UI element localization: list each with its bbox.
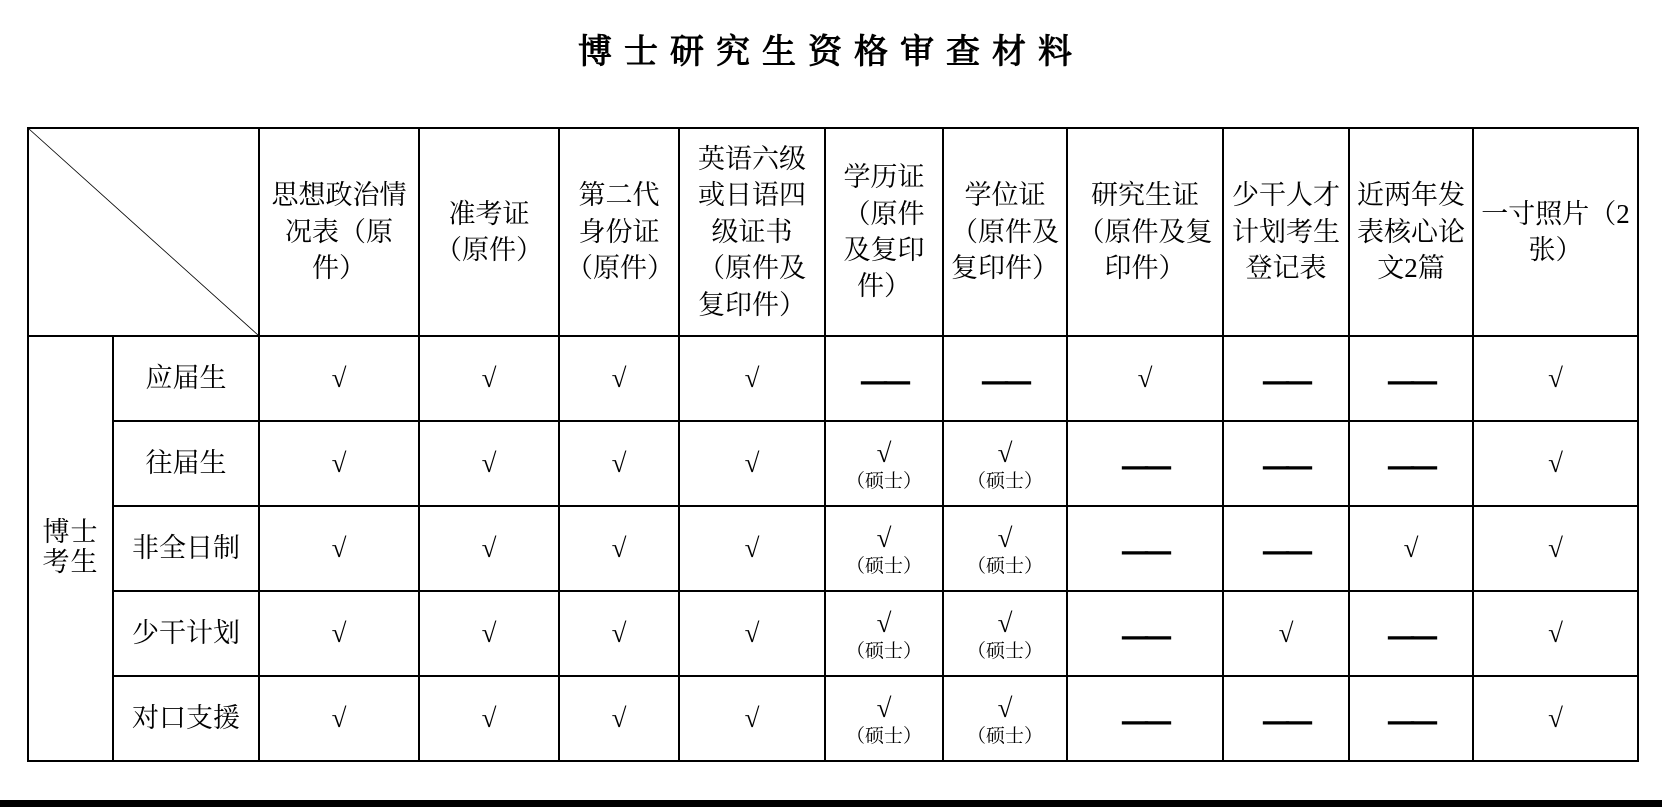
cell-dash: —— [1067,676,1223,761]
cell-check: √ [259,676,419,761]
cell-dash: —— [1067,506,1223,591]
column-header: 少干人才计划考生登记表 [1223,128,1349,336]
table-row [28,421,1638,506]
cell-check: √ （硕士） [825,421,943,506]
cell-check: √ [1473,676,1638,761]
cell-check: √ [679,676,825,761]
cell-check: √ （硕士） [943,506,1067,591]
column-header: 英语六级或日语四级证书（原件及复印件） [679,128,825,336]
cell-check: √ [1223,591,1349,676]
cell-check: √ （硕士） [825,676,943,761]
cell-check: √ （硕士） [943,591,1067,676]
cell-check: √ [679,591,825,676]
column-header: 第二代身份证（原件） [559,128,679,336]
row-label: 非全日制 [113,506,259,591]
column-header: 研究生证（原件及复印件） [1067,128,1223,336]
cell-dash: —— [1349,336,1473,421]
row-label: 往届生 [113,421,259,506]
cell-dash: —— [1067,591,1223,676]
cell-check: √ [559,421,679,506]
cell-check: √ [259,421,419,506]
column-header: 准考证（原件） [419,128,559,336]
cell-check: √ （硕士） [943,421,1067,506]
cell-check: √ [679,421,825,506]
cell-check: √ [559,506,679,591]
cell-check: √ [419,591,559,676]
column-header: 一寸照片（2张） [1473,128,1638,336]
row-group-label: 博士考生 [28,336,113,761]
cell-check: √ [259,591,419,676]
cell-check: √ [559,591,679,676]
cell-check: √ [1473,421,1638,506]
bottom-rule [0,800,1662,807]
cell-check: √ [679,506,825,591]
cell-check: √ （硕士） [825,591,943,676]
cell-check: √ [559,336,679,421]
column-header: 学位证（原件及复印件） [943,128,1067,336]
cell-dash: —— [1223,421,1349,506]
cell-dash: —— [1349,421,1473,506]
cell-dash: —— [1223,676,1349,761]
row-label: 对口支援 [113,676,259,761]
table-row [28,676,1638,761]
cell-check: √ [679,336,825,421]
row-label: 应届生 [113,336,259,421]
cell-check: √ [419,421,559,506]
header-row [28,128,1638,336]
cell-dash: —— [1223,506,1349,591]
cell-dash: —— [1349,591,1473,676]
cell-check: √ [259,336,419,421]
cell-check: √ [419,506,559,591]
cell-dash: —— [1349,676,1473,761]
cell-check: √ [1473,506,1638,591]
cell-check: √ [1473,336,1638,421]
diagonal-line-icon [29,129,258,335]
table-row [28,336,1638,421]
page-title: 博士研究生资格审查材料 [578,34,1084,71]
cell-check: √ [419,336,559,421]
qualification-table [27,127,1639,762]
column-header: 思想政治情况表（原件） [259,128,419,336]
cell-dash: —— [1067,421,1223,506]
column-header: 学历证（原件及复印件） [825,128,943,336]
column-header: 近两年发表核心论文2篇 [1349,128,1473,336]
cell-check: √ [259,506,419,591]
cell-check: √ [559,676,679,761]
cell-check: √ [1349,506,1473,591]
cell-check: √ [1067,336,1223,421]
cell-check: √ [1473,591,1638,676]
table-row [28,506,1638,591]
row-label: 少干计划 [113,591,259,676]
cell-check: √ [419,676,559,761]
cell-dash: —— [943,336,1067,421]
corner-cell [28,128,259,336]
cell-dash: —— [825,336,943,421]
table-row [28,591,1638,676]
table-body [28,336,1638,761]
cell-check: √ （硕士） [943,676,1067,761]
cell-dash: —— [1223,336,1349,421]
cell-check: √ （硕士） [825,506,943,591]
